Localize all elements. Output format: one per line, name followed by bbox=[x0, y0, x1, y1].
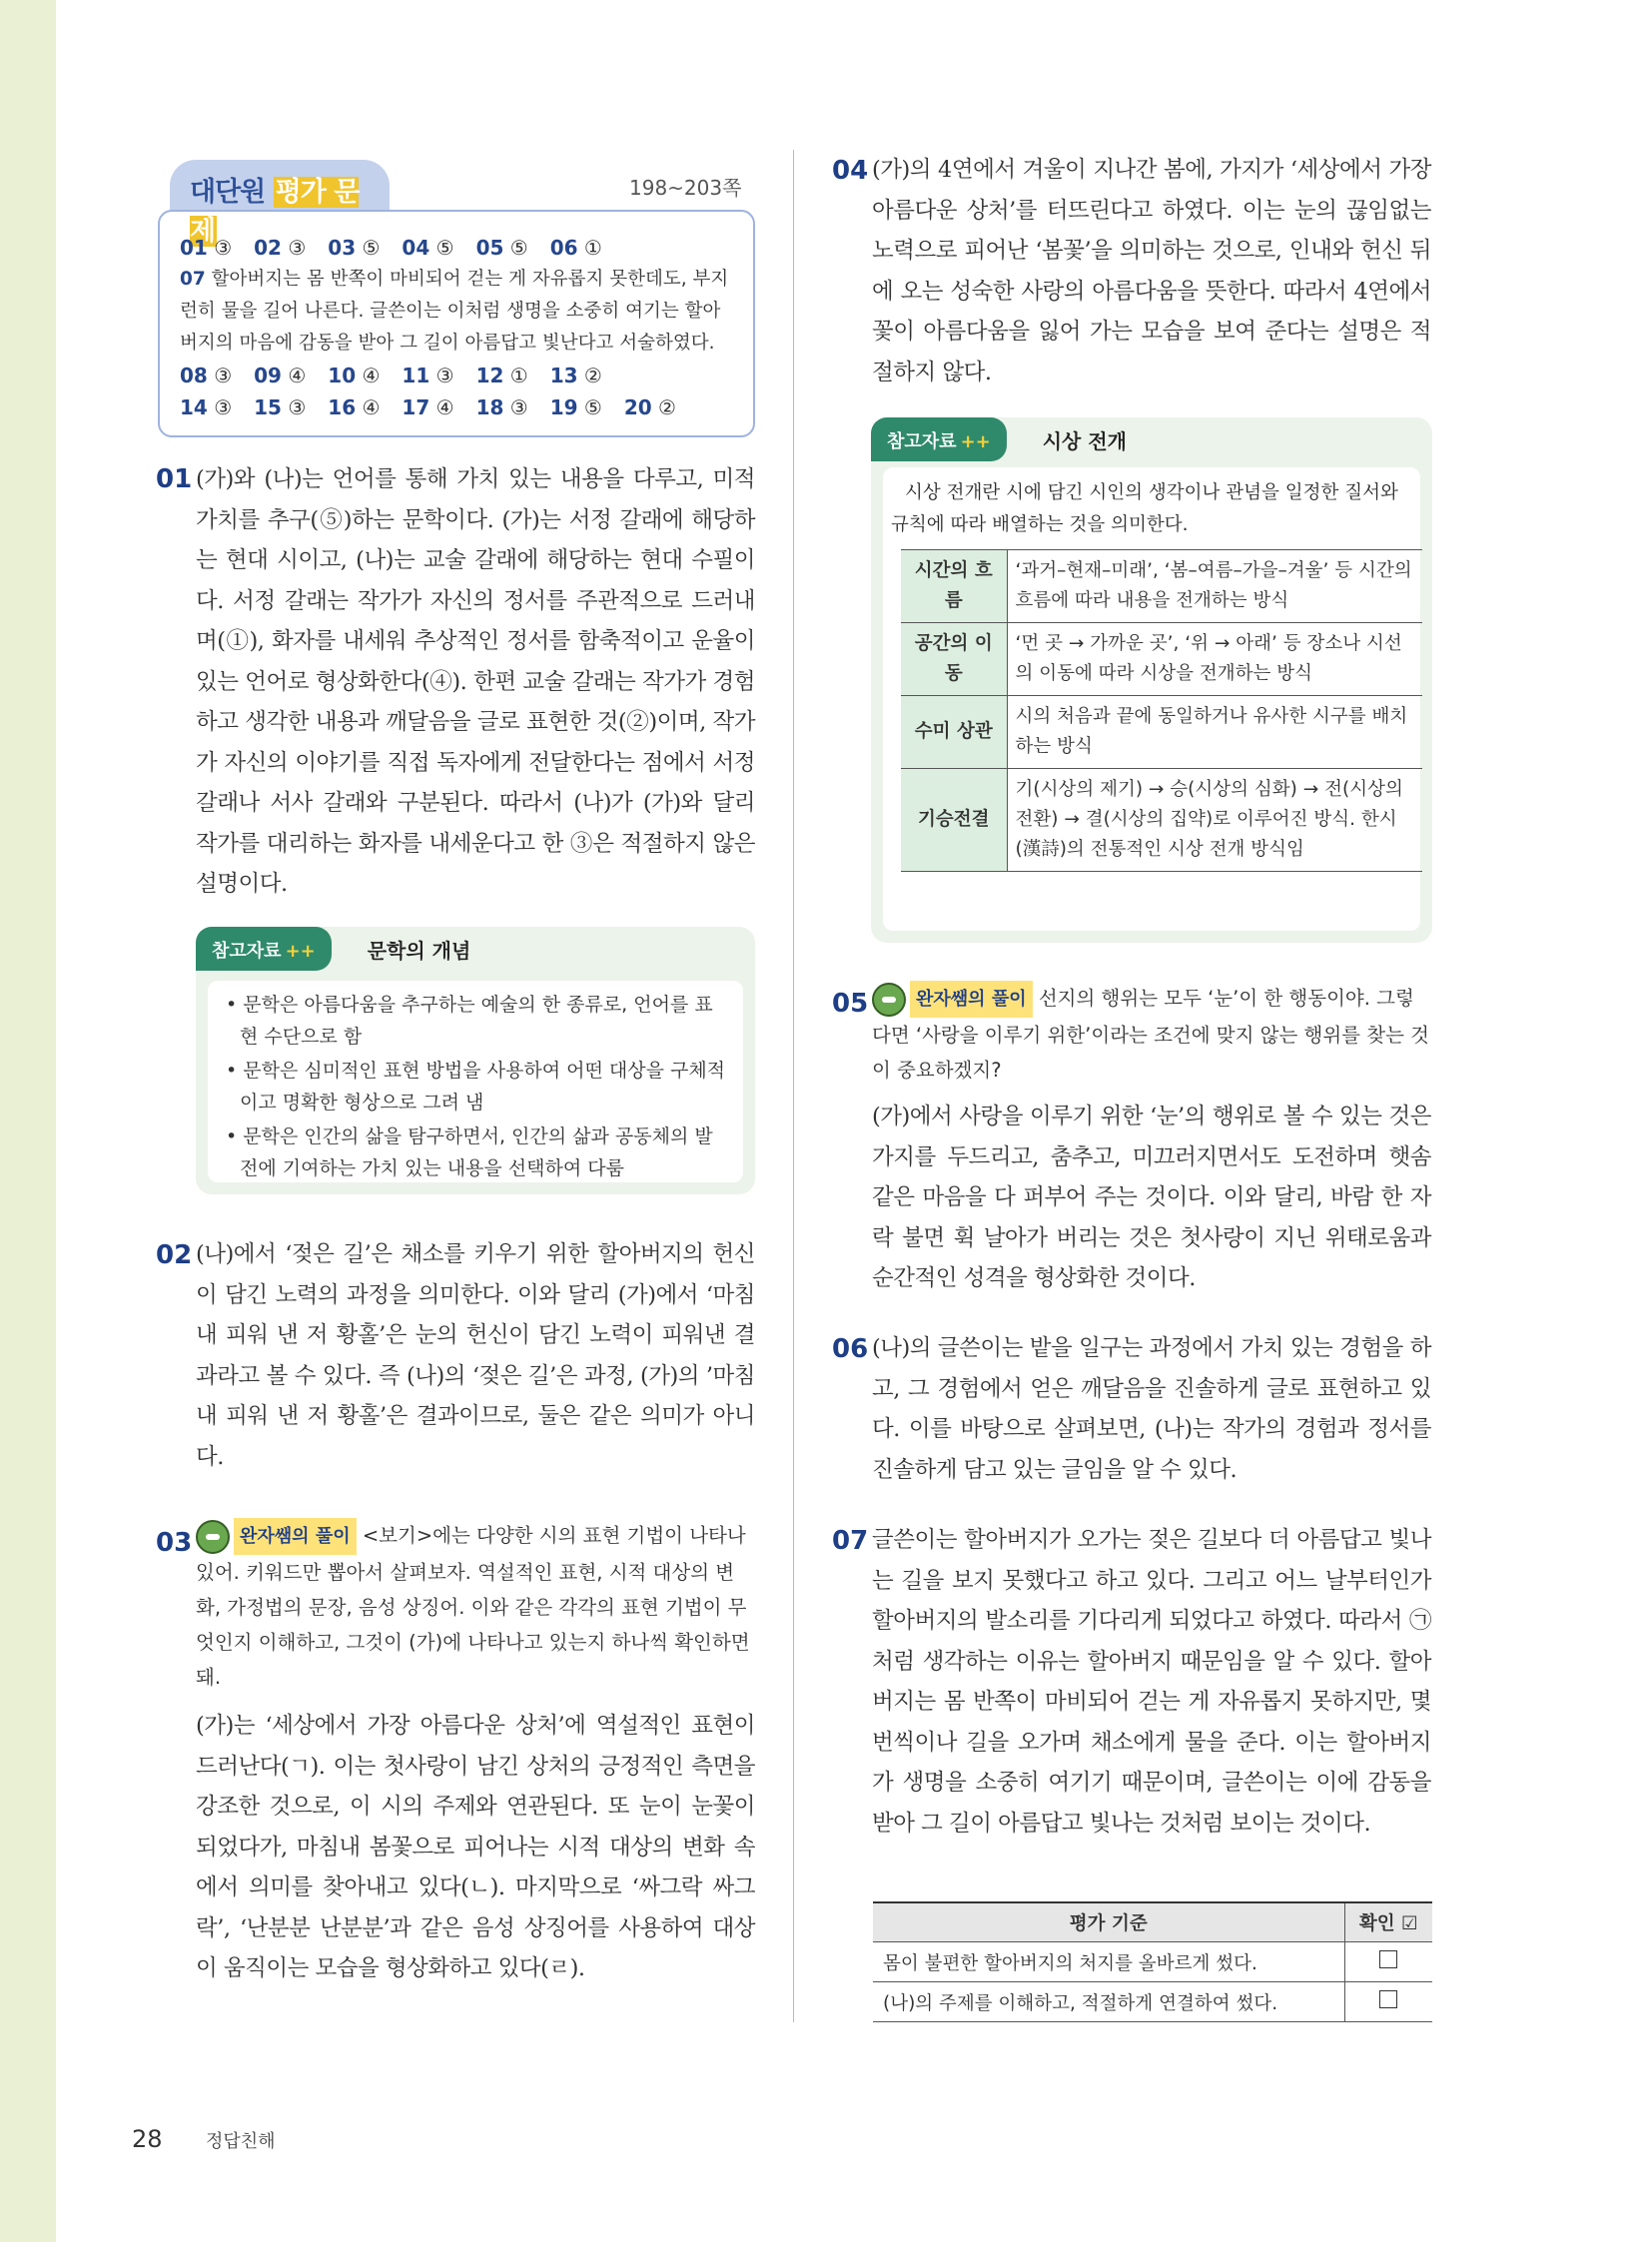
table-key: 기승전결 bbox=[901, 769, 1007, 872]
answer-item: 08 ③ bbox=[180, 364, 233, 387]
table-key: 공간의 이동 bbox=[901, 623, 1007, 696]
page-range: 198~203쪽 bbox=[629, 176, 742, 200]
list-item: • 문학은 인간의 삶을 탐구하면서, 인간의 삶과 공동체의 발전에 기여하는 가치 있는 내용을 선택하여 다룸 bbox=[222, 1121, 729, 1184]
answer-item: 17 ④ bbox=[402, 395, 454, 419]
checkbox[interactable] bbox=[1379, 1950, 1397, 1968]
question-number-04: 04 bbox=[832, 156, 869, 186]
table-row bbox=[873, 1982, 1432, 2022]
question-03-explanation bbox=[196, 1706, 755, 1989]
answer-07-text: 할아버지는 몸 반쪽이 마비되어 걷는 게 자유롭지 못한데도, 부지런히 물을 길어 나른다. 글쓴이는 이처럼 생명을 소중히 여기는 할아버지의 마음에 감동을 받아 그 길이 아름답고 빛난다고 서술하였다. bbox=[180, 269, 729, 354]
reference-header bbox=[196, 927, 470, 971]
answer-07: 07 할아버지는 몸 반쪽이 마비되어 걷는 게 자유롭지 못한데도, 부지런히 물을 길어 나른다. 글쓴이는 이처럼 생명을 소중히 여기는 할아버지의 마음에 감동을 받아 그 길이 아름답고 빛난다고 서술하였다. bbox=[180, 269, 729, 354]
poem-development-table bbox=[901, 549, 1422, 872]
criteria-header: 평가 기준 bbox=[873, 1902, 1344, 1942]
question-02-explanation bbox=[196, 1234, 755, 1477]
question-05-text: (가)에서 사랑을 이루기 위한 ‘눈’의 행위로 볼 수 있는 것은 가지를 두드리고, 춤추고, 미끄러지면서도 도전하며 햇솜 같은 마음을 다 퍼부어 주는 것이다. 이와 달리, 바람 한 자락 불면 휙 날아가 버리는 것은 첫사랑이 지닌 위태로움과 순간적인 성격을 형상화한 것이다. bbox=[872, 1104, 1431, 1291]
answer-key-box bbox=[158, 210, 755, 437]
answer-item: 03 ⑤ bbox=[328, 236, 381, 260]
column-divider bbox=[793, 150, 794, 2022]
answer-item: 01 ③ bbox=[180, 236, 233, 260]
question-01-text: (가)와 (나)는 언어를 통해 가치 있는 내용을 다루고, 미적 가치를 추구(⑤)하는 문학이다. (가)는 서정 갈래에 해당하는 현대 시이고, (나)는 교술 갈래에 해당하는 현대 수필이다. 서정 갈래는 작가가 자신의 정서를 주관적으로 드러내며(①), 화자를 내세워 추상적인 정서를 함축적이고 운율이 있는 언어로 형상화한다(④). 한편 교술 갈래는 작가가 경험하고 생각한 내용과 깨달음을 글로 표현한 것(②)이며, 작가가 자신의 이야기를 직접 독자에게 전달한다는 점에서 서정 갈래나 서사 갈래와 구분된다. 따라서 (나)가 (가)와 달리 작가를 대리하는 화자를 내세운다고 한 ③은 적절하지 않은 설명이다. bbox=[196, 466, 755, 897]
answer-item: 14 ③ bbox=[180, 395, 233, 419]
question-number-06: 06 bbox=[832, 1334, 869, 1364]
question-number-02: 02 bbox=[156, 1240, 193, 1270]
answer-item: 06 ① bbox=[549, 236, 602, 260]
table-header-row bbox=[873, 1902, 1432, 1942]
question-04-text: (가)의 4연에서 겨울이 지나간 봄에, 가지가 ‘세상에서 가장 아름다운 상처’를 터뜨린다고 하였다. 이는 눈의 끊임없는 노력으로 피어난 ‘봄꽃’을 의미하는 것으로, 인내와 헌신 뒤에 오는 성숙한 사랑의 아름다움을 뜻한다. 따라서 4연에서 꽃이 아름다움을 잃어 가는 모습을 보여 준다는 설명은 적절하지 않다. bbox=[872, 157, 1431, 385]
table-key: 수미 상관 bbox=[901, 696, 1007, 769]
reference-tag: 참고자료 ++ bbox=[871, 417, 1007, 461]
answer-row-3 bbox=[180, 391, 737, 423]
evaluation-criteria bbox=[873, 1901, 1432, 2022]
reference-body bbox=[883, 467, 1420, 931]
question-number-07: 07 bbox=[832, 1526, 869, 1556]
table-row bbox=[901, 696, 1422, 769]
answer-item: 18 ③ bbox=[475, 395, 528, 419]
answer-item: 20 ② bbox=[623, 395, 676, 419]
answer-item: 16 ④ bbox=[328, 395, 381, 419]
question-05-tip bbox=[872, 981, 1431, 1088]
side-color-strip bbox=[0, 0, 56, 2242]
answer-item: 12 ① bbox=[475, 364, 528, 387]
answer-item: 09 ④ bbox=[254, 364, 307, 387]
question-07-text: 글쓴이는 할아버지가 오가는 젖은 길보다 더 아름답고 빛나는 길을 보지 못했다고 하고 있다. 그리고 어느 날부터인가 할아버지의 발소리를 기다리게 되었다고 하였다. 따라서 ㉠처럼 생각하는 이유는 할아버지 때문임을 알 수 있다. 할아버지는 몸 반쪽이 마비되어 걷는 게 자유롭지 못하지만, 몇 번씩이나 길을 오가며 채소에게 물을 준다. 이는 할아버지가 생명을 소중히 여기기 때문이며, 글쓴이는 이에 감동을 받아 그 길이 아름답고 빛나는 것처럼 보이는 것이다. bbox=[872, 1527, 1431, 1837]
question-number-05: 05 bbox=[832, 989, 869, 1019]
reference-body bbox=[208, 981, 743, 1182]
answer-item: 04 ⑤ bbox=[402, 236, 454, 260]
question-06-text: (나)의 글쓴이는 밭을 일구는 과정에서 가치 있는 경험을 하고, 그 경험에서 얻은 깨달음을 진솔하게 글로 표현하고 있다. 이를 바탕으로 살펴보면, (나)는 작가의 경험과 정서를 진솔하게 담고 있는 글임을 알 수 있다. bbox=[872, 1335, 1431, 1483]
reference-intro: 시상 전개란 시에 담긴 시인의 생각이나 관념을 일정한 질서와 규칙에 따라 배열하는 것을 의미한다. bbox=[891, 482, 1398, 535]
table-row bbox=[873, 1942, 1432, 1982]
list-item: • 문학은 아름다움을 추구하는 예술의 한 종류로, 언어를 표현 수단으로 함 bbox=[222, 989, 729, 1053]
checkbox[interactable] bbox=[1379, 1990, 1397, 2008]
question-06-explanation bbox=[872, 1328, 1431, 1490]
question-05-tip-text: 선지의 행위는 모두 ‘눈’이 한 행동이야. 그렇다면 ‘사랑을 이루기 위한’이라는 조건에 맞지 않는 행위를 찾는 것이 중요하겠지? bbox=[872, 987, 1429, 1082]
reference-bullet-list bbox=[222, 989, 729, 1184]
table-desc: ‘과거–현재–미래’, ‘봄–여름–가을–겨울’ 등 시간의 흐름에 따라 내용을 전개하는 방식 bbox=[1007, 550, 1422, 623]
answer-item: 13 ② bbox=[549, 364, 602, 387]
answer-row-2 bbox=[180, 360, 737, 391]
answer-item: 05 ⑤ bbox=[475, 236, 528, 260]
question-01-explanation bbox=[196, 459, 755, 905]
table-row bbox=[901, 623, 1422, 696]
question-03-text: (가)는 ‘세상에서 가장 아름다운 상처’에 역설적인 표현이 드러난다(ㄱ). 이는 첫사랑이 남긴 상처의 긍정적인 측면을 강조한 것으로, 이 시의 주제와 연관된다. 또 눈이 눈꽃이 되었다가, 마침내 봄꽃으로 피어나는 시적 대상의 변화 속에서 의미를 찾아내고 있다(ㄴ). 마지막으로 ‘싸그락 싸그락’, ‘난분분 난분분’과 같은 음성 상징어를 사용하여 대상이 움직이는 모습을 형상화하고 있다(ㄹ). bbox=[196, 1713, 756, 1981]
tip-badge: 완자쌤의 풀이 bbox=[872, 981, 1033, 1018]
reference-header bbox=[871, 417, 1127, 461]
section-title-tab bbox=[170, 160, 390, 247]
question-03-tip bbox=[196, 1518, 755, 1695]
reference-tag: 참고자료 ++ bbox=[196, 927, 332, 971]
question-number-03: 03 bbox=[156, 1528, 193, 1558]
question-07-explanation bbox=[872, 1520, 1431, 1844]
list-item: • 문학은 심미적인 표현 방법을 사용하여 어떤 대상을 구체적이고 명확한 형상으로 그려 냄 bbox=[222, 1055, 729, 1119]
mascot-icon bbox=[872, 983, 906, 1017]
section-title-part1: 대단원 bbox=[190, 177, 266, 208]
check-header: 확인 ☑ bbox=[1344, 1902, 1432, 1942]
page-number: 28 bbox=[132, 2125, 163, 2153]
table-row bbox=[901, 550, 1422, 623]
criteria-table bbox=[873, 1901, 1432, 2022]
answer-item: 11 ③ bbox=[402, 364, 454, 387]
criteria-text: (나)의 주제를 이해하고, 적절하게 연결하여 썼다. bbox=[873, 1982, 1344, 2022]
book-title: 정답친해 bbox=[206, 2131, 276, 2152]
question-04-explanation bbox=[872, 150, 1431, 392]
table-desc: ‘먼 곳 → 가까운 곳’, ‘위 → 아래’ 등 장소나 시선의 이동에 따라 시상을 전개하는 방식 bbox=[1007, 623, 1422, 696]
reference-title: 시상 전개 bbox=[1042, 428, 1127, 453]
question-05-explanation bbox=[872, 1097, 1431, 1299]
answer-item: 15 ③ bbox=[254, 395, 307, 419]
reference-box-poem-development bbox=[871, 417, 1432, 943]
answer-item: 02 ③ bbox=[254, 236, 307, 260]
reference-title: 문학의 개념 bbox=[367, 938, 471, 963]
tip-badge: 완자쌤의 풀이 bbox=[196, 1518, 357, 1555]
mascot-icon bbox=[196, 1520, 230, 1554]
question-number-01: 01 bbox=[156, 464, 193, 494]
table-desc: 기(시상의 제기) → 승(시상의 심화) → 전(시상의 전환) → 결(시상의 집약)로 이루어진 방식. 한시(漢詩)의 전통적인 시상 전개 방식임 bbox=[1007, 769, 1422, 872]
answer-item: 19 ⑤ bbox=[549, 395, 602, 419]
criteria-text: 몸이 불편한 할아버지의 처지를 올바르게 썼다. bbox=[873, 1942, 1344, 1982]
question-02-text: (나)에서 ‘젖은 길’은 채소를 키우기 위한 할아버지의 헌신이 담긴 노력의 과정을 의미한다. 이와 달리 (가)에서 ‘마침내 피워 낸 저 황홀’은 눈의 헌신이 담긴 노력이 피워낸 결과라고 볼 수 있다. 즉 (나)의 ‘젖은 길’은 과정, (가)의 ’마침내 피워 낸 저 황홀’은 결과이므로, 둘은 같은 의미가 아니다. bbox=[196, 1241, 755, 1470]
section-title-part2: 평가 문제 bbox=[190, 177, 360, 247]
table-desc: 시의 처음과 끝에 동일하거나 유사한 시구를 배치하는 방식 bbox=[1007, 696, 1422, 769]
answer-item: 10 ④ bbox=[328, 364, 381, 387]
table-key: 시간의 흐름 bbox=[901, 550, 1007, 623]
reference-box-literature bbox=[196, 927, 755, 1194]
answer-row-1 bbox=[180, 232, 737, 264]
question-03-tip-text: <보기>에는 다양한 시의 표현 기법이 나타나 있어. 키워드만 뽑아서 살펴보자. 역설적인 표현, 시적 대상의 변화, 가정법의 문장, 음성 상징어. 이와 같은 각각의 표현 기법이 무엇인지 이해하고, 그것이 (가)에 나타나고 있는지 하나씩 확인하면 돼. bbox=[196, 1524, 750, 1689]
table-row bbox=[901, 769, 1422, 872]
